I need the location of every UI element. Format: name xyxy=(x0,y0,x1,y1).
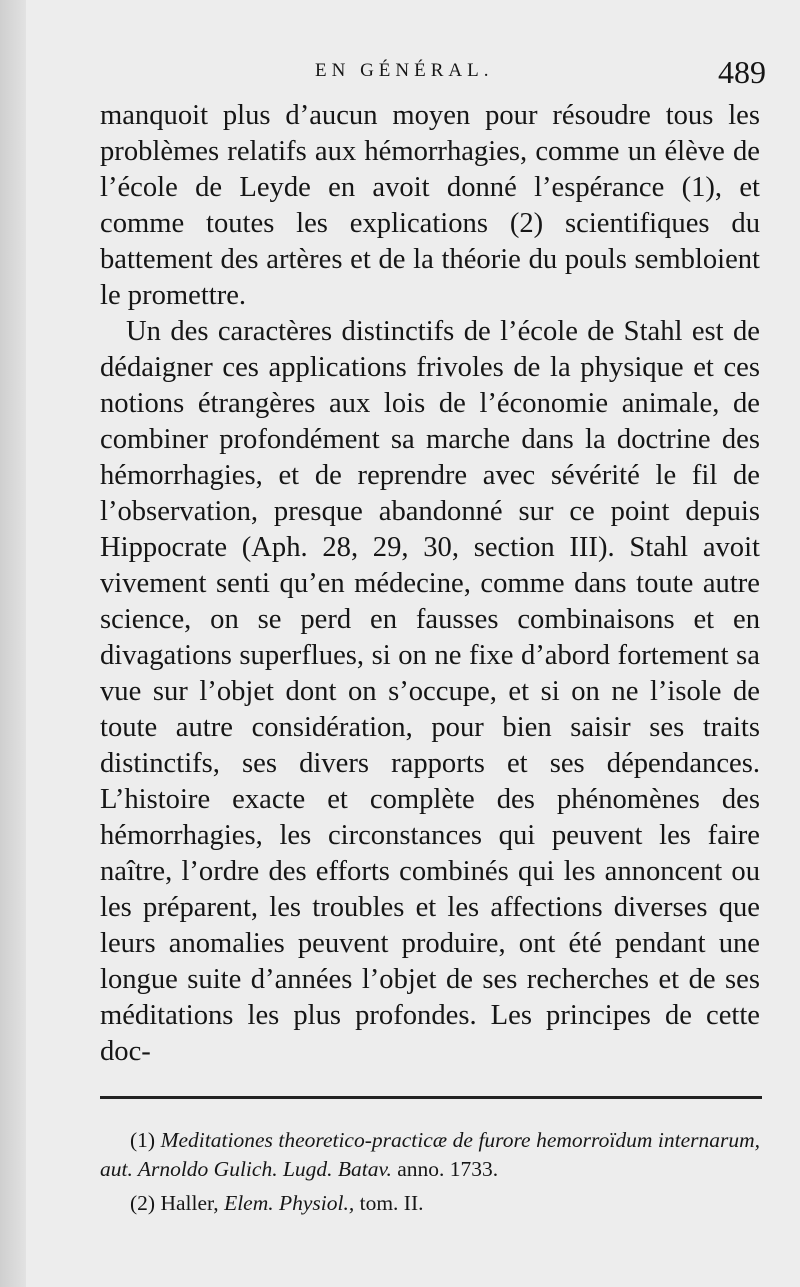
footnotes xyxy=(100,1126,760,1223)
footnote-1 xyxy=(100,1126,760,1184)
footnote-1-year: anno. 1733. xyxy=(397,1157,499,1181)
footnote-2-volume: tom. II. xyxy=(359,1191,424,1215)
page-header xyxy=(100,54,766,98)
paragraph-2: Un des caractères distinctifs de l’école de Stahl est de dédaigner ces applications frivoles de la physique et ces notions étrangères aux lois de l’économie animale, de combiner profondément sa marche dans la doctrine des hémorrhagies, et de reprendre avec sévérité le fil de l’observation, presque abandonné sur ce point depuis Hippocrate (Aph. 28, 29, 30, section III). Stahl avoit vivement senti qu’en médecine, comme dans toute autre science, on se perd en fausses combinaisons et en divagations superflues, si on ne fixe d’abord fortement sa vue sur l’objet dont on s’occupe, et si on ne l’isole de toute autre considération, pour bien saisir ses traits distinctifs, ses divers rapports et ses dépendances. L’histoire exacte et complète des phénomènes des hémorrhagies, les circonstances qui peuvent les faire naître, l’ordre des efforts combinés qui les annoncent ou les préparent, les troubles et les affections diverses que leurs anomalies peuvent produire, ont été pendant une longue suite d’années l’objet de ses recherches et de ses méditations les plus profondes. Les principes de cette doc- xyxy=(100,316,760,1067)
footnote-2-marker: (2) xyxy=(130,1191,156,1215)
footnote-1-marker: (1) xyxy=(130,1128,156,1152)
footnote-1-title: Meditationes theoretico-practicæ de furore hemorroïdum internarum, aut. Arnoldo Gulich. Lugd. Batav. xyxy=(100,1128,760,1181)
book-spine-shadow xyxy=(0,0,26,1287)
footnote-divider xyxy=(100,1096,762,1099)
footnote-2 xyxy=(100,1189,760,1218)
paragraph-1: manquoit plus d’aucun moyen pour résoudre tous les problèmes relatifs aux hémorrhagies, comme un élève de l’école de Leyde en avoit donné l’espérance (1), et comme toutes les explications (2) scientifiques du battement des artères et de la théorie du pouls sembloient le promettre. xyxy=(100,100,760,311)
body-text xyxy=(100,98,760,1070)
running-title: EN GÉNÉRAL. xyxy=(315,60,494,81)
footnote-2-work: Elem. Physiol., xyxy=(224,1191,355,1215)
page-number: 489 xyxy=(718,54,766,90)
footnote-2-author: Haller, xyxy=(160,1191,219,1215)
